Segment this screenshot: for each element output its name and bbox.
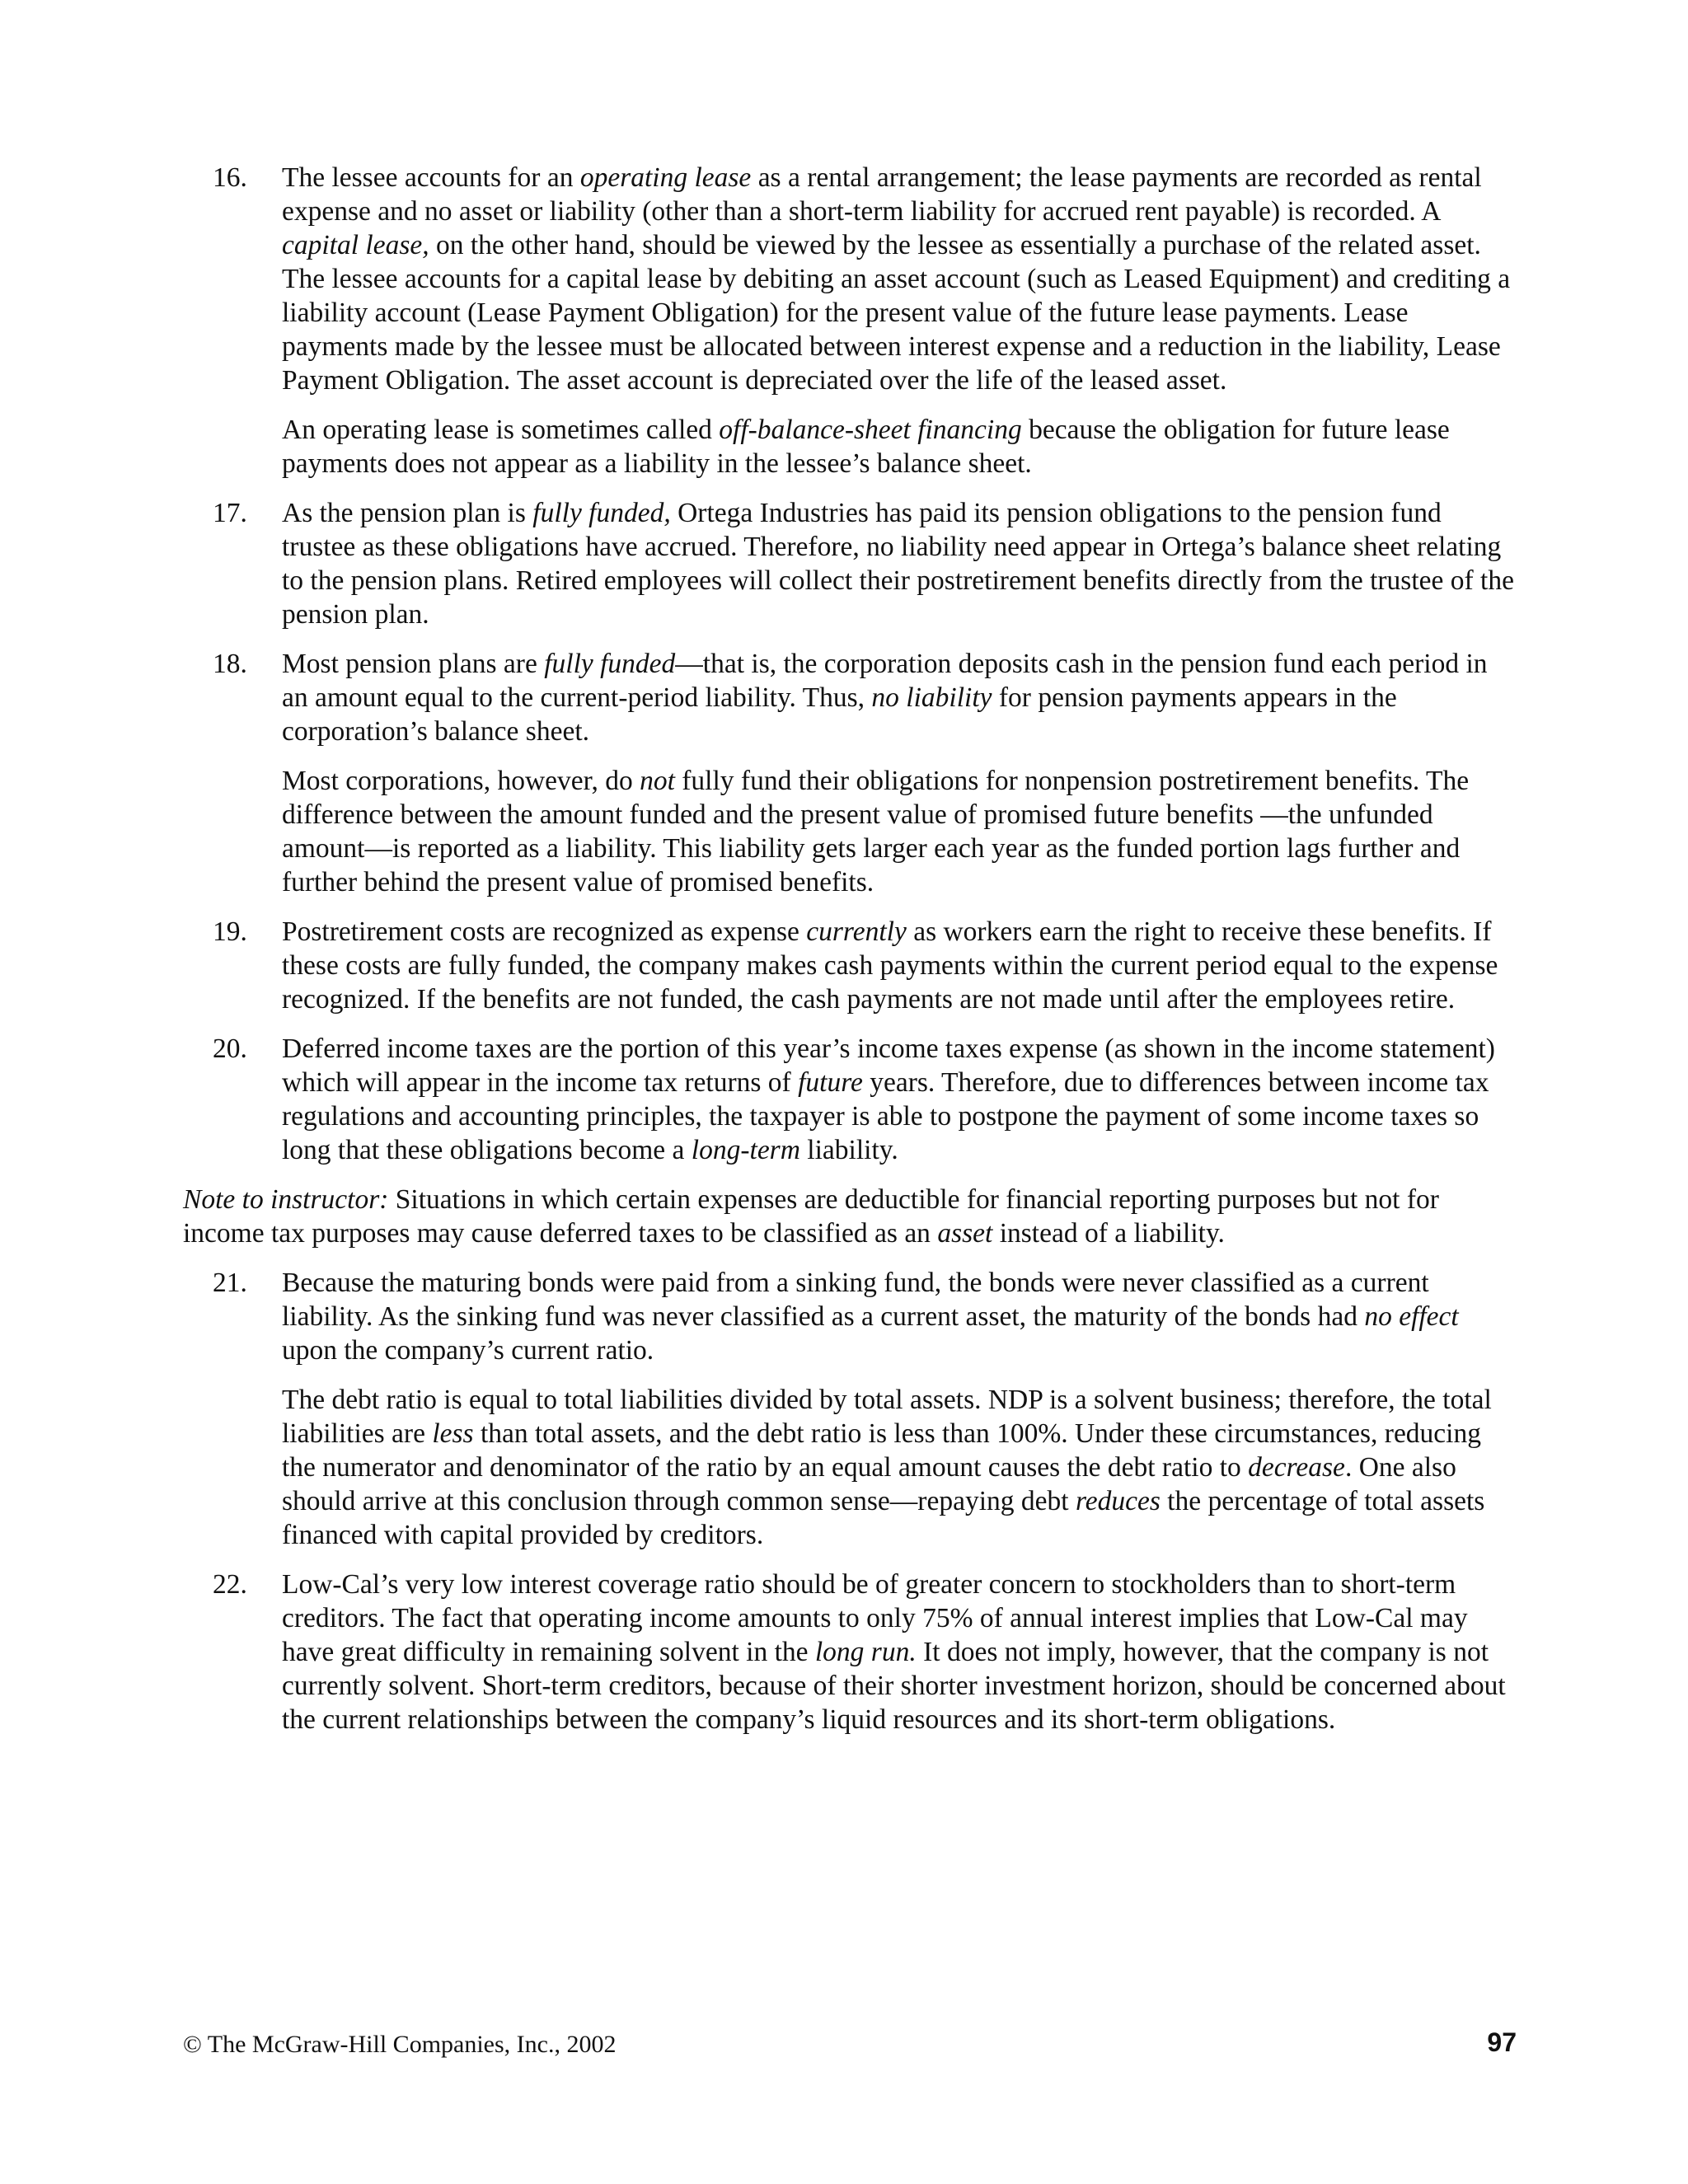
item-paragraph — [282, 647, 1518, 748]
italic-text: operating lease — [579, 162, 752, 193]
page-content — [183, 161, 1518, 1752]
text-run: —that is, the corporation deposits cash in the pension fund each period in an amount equal to the current-period liability. Thus, — [282, 649, 1488, 713]
text-run: fully fund their obligations for nonpension postretirement benefits. The difference between the amount funded and the present value of promised future benefits —the unfunded amount—is reported as a liability. This liability gets larger each year as the funded portion lags further and further behind the present value of promised benefits. — [282, 766, 1470, 898]
text-run: It does not imply, however, that the company is not currently solvent. Short-term creditors, because of their shorter investment horizon, should be concerned about the current relationships between the company’s liquid resources and its short-term obligations. — [282, 1637, 1506, 1735]
item-number: 22. — [213, 1569, 247, 1600]
italic-text: currently — [806, 916, 907, 947]
italic-text: less — [432, 1418, 474, 1449]
italic-text: not — [640, 766, 675, 796]
text-run: . One also should arrive at this conclusion through common sense—repaying debt — [282, 1452, 1456, 1516]
text-run: The debt ratio is equal to total liabilities divided by total assets. NDP is a solvent business; therefore, the total liabilities are — [282, 1385, 1492, 1449]
italic-text: fully funded — [544, 649, 676, 679]
text-run: An operating lease is sometimes called — [282, 415, 720, 445]
italic-text: fully funded, — [532, 498, 671, 528]
answer-item — [183, 1266, 1518, 1552]
text-run: as workers earn the right to receive these benefits. If these costs are fully funded, the company makes cash payments within the current period equal to the expense recognized. If the benefits are not funded, the cash payments are not made until after the employees retire. — [282, 916, 1498, 1015]
text-run: Situations in which certain expenses are deductible for financial reporting purposes but not for income tax purposes may cause deferred taxes to be classified as an — [183, 1184, 1439, 1249]
italic-text: future — [798, 1067, 863, 1098]
text-run: upon the company’s current ratio. — [282, 1335, 654, 1366]
text-run: Most corporations, however, do — [282, 766, 640, 796]
italic-text: no liability — [871, 682, 992, 713]
item-paragraph — [282, 915, 1518, 1016]
item-number: 21. — [213, 1268, 247, 1298]
item-paragraph — [282, 1568, 1518, 1736]
italic-text: capital lease, — [282, 230, 429, 260]
page-number: 97 — [1487, 2027, 1517, 2057]
text-run: Deferred income taxes are the portion of this year’s income taxes expense (as shown in the income statement) which will appear in the income tax returns of — [282, 1033, 1495, 1098]
text-run: than total assets, and the debt ratio is less than 100%. Under these circumstances, reducing the numerator and denominator of the ratio by an equal amount causes the debt ratio to — [282, 1418, 1481, 1483]
item-number: 18. — [213, 649, 247, 679]
italic-text: long-term — [691, 1135, 800, 1165]
italic-text: no effect — [1364, 1301, 1459, 1332]
instructor-note — [183, 1183, 1518, 1250]
answer-item — [183, 1032, 1518, 1167]
answer-item — [183, 161, 1518, 480]
italic-text: off-balance-sheet financing — [719, 415, 1022, 445]
item-number: 16. — [213, 162, 247, 193]
text-run: as a rental arrangement; the lease payments are recorded as rental expense and no asset or liability (other than a short-term liability for accrued rent payable) is recorded. A — [282, 162, 1482, 227]
item-paragraph — [282, 413, 1518, 480]
text-run: years. Therefore, due to differences between income tax regulations and accounting principles, the taxpayer is able to postpone the payment of some income taxes so long that these obligations become a — [282, 1067, 1489, 1165]
text-run: on the other hand, should be viewed by the lessee as essentially a purchase of the related asset. The lessee accounts for a capital lease by debiting an asset account (such as Leased Equipment) and crediting a liability account (Lease Payment Obligation) for the present value of the future lease payments. Lease payments made by the lessee must be allocated between interest expense and a reduction in the liability, Lease Payment Obligation. The asset account is depreciated over the life of the leased asset. — [282, 230, 1511, 396]
text-run: As the pension plan is — [282, 498, 533, 528]
item-paragraph — [282, 1266, 1518, 1367]
item-number: 17. — [213, 498, 247, 528]
answer-item — [183, 915, 1518, 1016]
item-paragraph — [282, 1383, 1518, 1552]
answer-item — [183, 496, 1518, 631]
text-run: for pension payments appears in the corporation’s balance sheet. — [282, 682, 1397, 747]
text-run: The lessee accounts for an — [282, 162, 580, 193]
item-number: 20. — [213, 1033, 247, 1064]
text-run: instead of a liability. — [992, 1218, 1225, 1249]
answer-item — [183, 1568, 1518, 1736]
text-run: Postretirement costs are recognized as expense — [282, 916, 807, 947]
italic-text: long run. — [814, 1637, 917, 1667]
item-paragraph — [282, 161, 1518, 397]
italic-text: Note to instructor: — [183, 1184, 389, 1215]
text-run: Most pension plans are — [282, 649, 545, 679]
text-run: the percentage of total assets financed with capital provided by creditors. — [282, 1486, 1485, 1550]
text-run: Because the maturing bonds were paid from a sinking fund, the bonds were never classified as a current liability. As the sinking fund was never classified as a current asset, the maturity of the bonds had — [282, 1268, 1429, 1332]
item-paragraph — [282, 496, 1518, 631]
item-paragraph — [282, 1032, 1518, 1167]
answer-list-continued — [183, 1266, 1518, 1736]
text-run: because the obligation for future lease payments does not appear as a liability in the lessee’s balance sheet. — [282, 415, 1450, 479]
italic-text: reduces — [1075, 1486, 1160, 1516]
text-run: liability. — [799, 1135, 898, 1165]
italic-text: asset — [937, 1218, 993, 1249]
text-run: Low-Cal’s very low interest coverage ratio should be of greater concern to stockholders than to short-term creditors. The fact that operating income amounts to only 75% of annual interest implies that Low-Cal may have great difficulty in remaining solvent in the — [282, 1569, 1468, 1667]
text-run: Ortega Industries has paid its pension obligations to the pension fund trustee as these obligations have accrued. Therefore, no liability need appear in Ortega’s balance sheet relating to the pension plans. Retired employees will collect their postretirement benefits directly from the trustee of the pension plan. — [282, 498, 1514, 630]
answer-item — [183, 647, 1518, 899]
item-number: 19. — [213, 916, 247, 947]
italic-text: decrease — [1248, 1452, 1345, 1483]
copyright-footer: © The McGraw-Hill Companies, Inc., 2002 — [183, 2031, 617, 2058]
answer-list — [183, 161, 1518, 1167]
item-paragraph — [282, 764, 1518, 899]
